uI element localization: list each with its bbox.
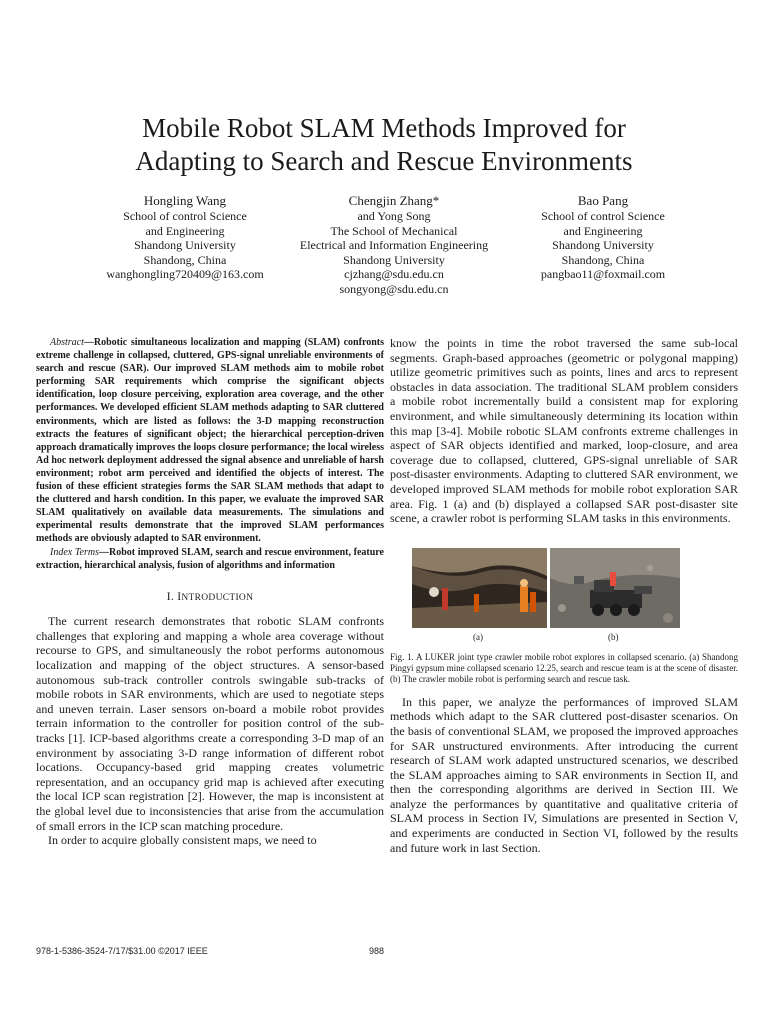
index-terms — [36, 546, 384, 572]
author-name: and Yong Song — [357, 209, 431, 223]
author-affiliation: and Engineering — [563, 223, 643, 238]
author-email: pangbao11@foxmail.com — [540, 267, 666, 282]
author-location: Shandong, China — [143, 252, 227, 267]
author-affiliation: Electrical and Information Engineering — [299, 238, 489, 253]
abstract-label: Abstract — [50, 337, 84, 348]
abstract-text: —Robotic simultaneous localization and mapping (SLAM) confronts extreme challenge in collapsed, cluttered, GPS-signal unreliable environments of search and rescue (SAR). Our improved SLAM methods aim to mobile robot performing SAR requirements which comprise the significant objects identification, loop closure perceiving, exploration area coverage, and the other performances. We developed efficient SLAM methods adapting to SAR cluttered environments, which are listed as follows: the 3-D mapping reconstruction extracts the features of significant object; the hierarchical perception-driven approach dramatically improves the loops closure performance; the local wireless Ad hoc network deployment addressed the signal absence and unreliable of harsh environment; robot arm perceived and identified the objects of interest. The fusion of these efficient strategies forms the SAR SLAM methods that adapt to the cluttered and harsh condition. In this paper, we evaluate the improved SAR SLAM qualitatively on available data measurements. The simulations and experimental results demonstrate that the improved SLAM performances methods are obviously adapted to SAR environment. — [36, 337, 384, 545]
author-affiliation: Shandong University — [343, 252, 445, 267]
author-block-3 — [508, 193, 698, 282]
mine-scene-illustration — [412, 548, 547, 628]
author-affiliation: School of control Science — [541, 209, 665, 223]
right-paragraph-2: In this paper, we analyze the performances of improved SLAM methods which adapt to the SAR cluttered post-disaster scenarios. On the basis of conventional SLAM, we proposed the improved approaches for SAR unstructured environments. After introducing the current research of SLAM work adapted unstructured scenarios, we described the SLAM approaches aiming to SAR environments in Section II, and then the corresponding algorithms are derived in Section III. We analyze the performances by quantitative and qualitative criteria of SLAM process in Section IV, Simulations are presented in Section V, and experiments are conducted in Section VI, followed by the results and future work in last Section. — [390, 694, 738, 855]
right-column — [390, 336, 738, 855]
author-email: cjzhang@sdu.edu.cn — [344, 267, 444, 282]
index-terms-label: Index Terms — [50, 546, 99, 558]
footer-isbn: 978-1-5386-3524-7/17/$31.00 ©2017 IEEE — [36, 946, 208, 956]
author-location: Shandong, China — [561, 252, 645, 267]
title-line-1: Mobile Robot SLAM Methods Improved for — [142, 113, 626, 143]
index-terms-text: —Robot improved SLAM, search and rescue environment, feature extraction, hierarchical analysis, fusion of algorithms and information — [36, 546, 384, 571]
right-paragraph-1: know the points in time the robot traversed the same sub-local segments. Graph-based approaches (geometric or polygonal mapping) utilize geometric primitives such as points, lines and arcs to represent obstacles in data association. The traditional SLAM problem considers a mobile robot incrementally build a consistent map for exploring environment, and while simultaneously determining its location within this map [3-4]. Mobile robotic SLAM confronts extreme challenges in aspect of SAR objects identified and marked, loop-closure, and area coverage due to collapsed, cluttered, GPS-signal unreliable of SAR post-disaster environments. Adapting to cluttered SAR environment, we developed improved SLAM methods for mobile robot exploration SAR area. Fig. 1 (a) and (b) displayed a collapsed SAR post-disaster site scene, a crawler robot is performing SLAM tasks in this environments. — [390, 336, 738, 526]
robot-scene-illustration — [550, 548, 680, 628]
author-email: songyong@sdu.edu.cn — [339, 281, 449, 296]
author-affiliation: and Engineering — [145, 223, 225, 238]
author-affiliation: School of control Science — [123, 209, 247, 223]
section-heading-introduction — [36, 590, 384, 606]
author-affiliation: Shandong University — [552, 238, 654, 253]
author-block-1 — [90, 193, 280, 282]
intro-paragraph-2: In order to acquire globally consistent maps, we need to — [48, 833, 317, 848]
figure-1b-label: (b) — [608, 631, 619, 642]
figure-1 — [390, 540, 738, 650]
section-number: I. I — [166, 590, 182, 603]
footer-page-number: 988 — [369, 946, 385, 956]
author-affiliation: Shandong University — [134, 238, 236, 253]
figure-1b-photo — [550, 548, 680, 628]
figure-1a-photo — [412, 548, 547, 628]
left-column — [36, 336, 384, 848]
author-name: Hongling Wang — [143, 193, 227, 208]
author-name: Chengjin Zhang* — [348, 193, 440, 208]
author-affiliation: The School of Mechanical — [330, 223, 458, 238]
title-line-2: Adapting to Search and Rescue Environments — [135, 146, 633, 176]
author-block-2 — [284, 193, 504, 297]
author-name: Bao Pang — [577, 193, 629, 208]
section-title: NTRODUCTION — [181, 592, 254, 603]
figure-1a-label: (a) — [473, 631, 483, 642]
intro-paragraph-1: The current research demonstrates that robotic SLAM confronts challenges that exploring and mapping a whole area coverage without recourse to GPS, and simultaneously the robot performs autonomous localization and mapping of the object structures. A sensor-based autonomous sub-track controller controls swingable sub-tracks of mobile robots in SAR environments, which are used to negotiate steps and uneven terrain. Laser sensors on-board a mobile robot provides terrain information to the controller for position control of the sub-tracks [1]. ICP-based algorithms create a corresponding 3-D map of an environment by associating 3-D range information of different robot locations. Occupancy-based grid mapping creates volumetric representation, and an occupancy grid map is achieved after executing the local ICP scan registration [2]. However, the map is inconsistent at the global level due to inconsistencies that arise from the accumulation of small errors in the ICP scan matching procedure. — [36, 614, 384, 833]
author-email: wanghongling720409@163.com — [106, 267, 264, 282]
figure-1-caption: Fig. 1. A LUKER joint type crawler mobile robot explores in collapsed scenario. (a) Shandong Pingyi gypsum mine collapsed scenario 12.25, search and rescue team is at the scene of disaster. (b) The crawler mobile robot is performing search and rescue task. — [390, 651, 738, 684]
paper-title — [40, 112, 728, 178]
abstract — [36, 336, 384, 546]
